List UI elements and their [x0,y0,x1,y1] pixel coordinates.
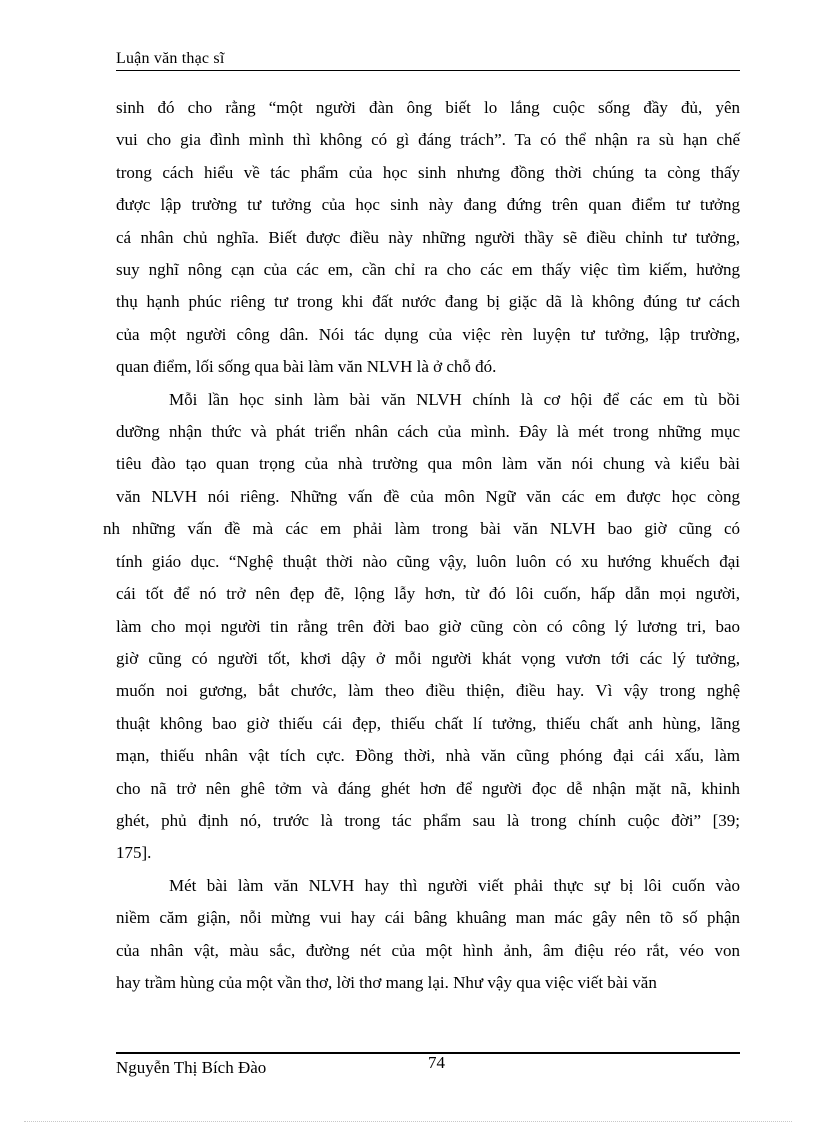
text-line: quan điểm, lối sống qua bài làm văn NLVH là ở chỗ đó. [116,357,497,377]
text-line: nh những vấn đề mà các em phải làm trong bài văn NLVH bao giờ cũng có [103,519,740,539]
text-line: được lập trường tư tưởng của học sinh này đang đứng trên quan điểm tư tưởng [116,195,740,215]
header-title: Luận văn thạc sĩ [116,50,225,67]
text-line: tính giáo dục. “Nghệ thuật thời nào cũng vậy, luôn luôn có xu hướng khuếch đại [116,551,740,571]
text-line: văn NLVH nói riêng. Những vấn đề của môn Ngữ văn các em được học còng [116,486,740,506]
text-line: ghét, phủ định nó, trước là trong tác phẩm sau là trong chính cuộc đời” [39; [116,810,740,830]
text-line: tiêu đào tạo quan trọng của nhà trường qua môn làm văn nói chung và kiểu bài [116,454,740,474]
text-line: thuật không bao giờ thiếu cái đẹp, thiếu chất lí tưởng, thiếu chất anh hùng, lãng [116,713,740,733]
text-line: của một người công dân. Nói tác dụng của việc rèn luyện tư tưởng, lập trường, [116,324,740,344]
text-line: thụ hạnh phúc riêng tư trong khi đất nước đang bị giặc dã là không đúng tư cách [116,292,740,312]
header-rule [116,70,740,71]
text-line: sinh đó cho rằng “một người đàn ông biết lo lắng cuộc sống đầy đủ, yên [116,98,740,117]
text-line: Mét bài làm văn NLVH hay thì người viết phải thực sự bị lôi cuốn vào [169,875,740,895]
text-line: vui cho gia đình mình thì không có gì đáng trách”. Ta có thể nhận ra sù hạn chế [116,130,740,150]
text-line: hay trầm hùng của một vần thơ, lời thơ mang lại. Như vậy qua việc viết bài văn [116,972,657,992]
footer-author: Nguyễn Thị Bích Đào [116,1058,267,1077]
text-line: giờ cũng có người tốt, khơi dậy ở mỗi người khát vọng vươn tới các lý tưởng, [116,648,740,668]
text-line: trong cách hiểu về tác phẩm của học sinh nhưng đồng thời chúng ta còng thấy [116,162,740,182]
text-line: cái tốt để nó trở nên đẹp đẽ, lộng lẫy hơn, từ đó lôi cuốn, hấp dẫn mọi người, [116,584,740,604]
text-line: cá nhân chủ nghĩa. Biết được điều này những người thầy sẽ điều chỉnh tư tưởng, [116,227,740,247]
text-line: của nhân vật, màu sắc, đường nét của một hình ảnh, âm điệu réo rắt, véo von [116,940,740,960]
text-line: muốn noi gương, bắt chước, làm theo điều thiện, điều hay. Vì vậy trong nghệ [116,681,740,701]
page-edge-divider [24,1121,792,1122]
body-text [103,92,740,999]
text-line: cho nã trở nên ghê tởm và đáng ghét hơn để người đọc dễ nhận mặt nã, khinh [116,778,740,798]
text-line: niềm căm giận, nỗi mừng vui hay cái bâng khuâng man mác gây nên tõ số phận [116,908,740,928]
text-line: suy nghĩ nông cạn của các em, cần chỉ ra cho các em thấy việc tìm kiếm, hưởng [116,260,740,280]
text-line: dưỡng nhận thức và phát triển nhân cách của mình. Đây là mét trong những mục [116,422,740,442]
text-line: mạn, thiếu nhân vật tích cực. Đồng thời, nhà văn cũng phóng đại cái xấu, làm [116,746,740,766]
text-line: Mỗi lần học sinh làm bài văn NLVH chính là cơ hội để các em tù bồi [169,389,740,409]
page-number: 74 [428,1053,445,1072]
text-line: làm cho mọi người tin rằng trên đời bao giờ cũng còn có công lý lương tri, bao [116,616,740,636]
text-line: 175]. [116,843,152,863]
